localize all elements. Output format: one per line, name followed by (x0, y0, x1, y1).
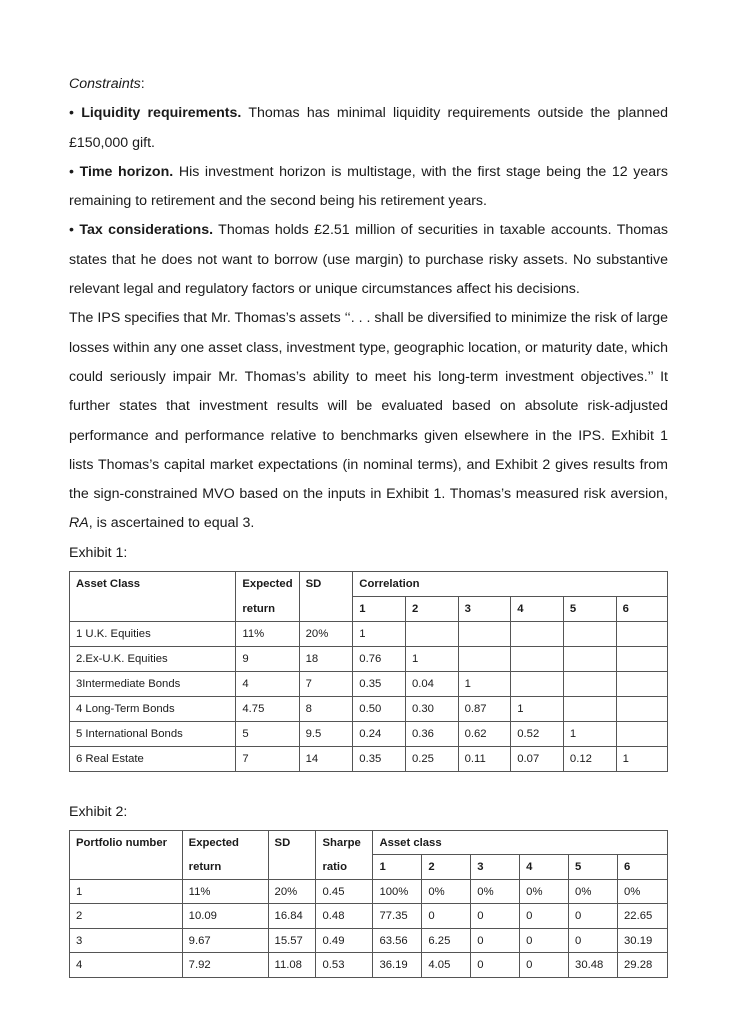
sharpe-ratio: 0.45 (316, 879, 373, 904)
expected-return: 4 (236, 671, 299, 696)
portfolio-number: 3 (70, 928, 183, 953)
exhibit2-header-expected: Expected (182, 830, 268, 855)
weight-cell: 0 (520, 953, 569, 978)
table-row (70, 879, 668, 904)
time-horizon-bullet: • Time horizon. His investment horizon is multistage, with the first stage being the 12 years remaining to retirement and the second being his retirement years. (69, 163, 668, 210)
table-row (70, 671, 668, 696)
exhibit2-header-ratio: ratio (316, 855, 373, 880)
exhibit1-header-blank (299, 596, 353, 621)
weight-cell: 0 (471, 953, 520, 978)
exhibit1-header-expected: Expected (236, 571, 299, 596)
correlation-cell: 0.11 (458, 746, 511, 771)
exhibit1-table (69, 571, 668, 772)
weight-cell: 36.19 (373, 953, 422, 978)
exhibit2-header-num: 6 (618, 855, 668, 880)
exhibit1-header-num: 5 (563, 596, 616, 621)
correlation-cell: 0.25 (405, 746, 458, 771)
time-horizon-title: Time horizon. (79, 163, 174, 180)
correlation-cell: 0.76 (353, 646, 406, 671)
correlation-cell: 1 (353, 621, 406, 646)
exhibit2-label: Exhibit 2: (69, 803, 128, 820)
asset-name: 5 International Bonds (70, 721, 236, 746)
correlation-cell: 0.62 (458, 721, 511, 746)
weight-cell: 0% (471, 879, 520, 904)
table-row (70, 646, 668, 671)
sd-value: 8 (299, 696, 353, 721)
expected-return: 5 (236, 721, 299, 746)
weight-cell: 30.48 (569, 953, 618, 978)
weight-cell: 0 (471, 904, 520, 929)
exhibit2-table (69, 830, 668, 978)
table-row (70, 696, 668, 721)
correlation-cell: 1 (563, 721, 616, 746)
correlation-cell: 0.87 (458, 696, 511, 721)
weight-cell: 0 (422, 904, 471, 929)
weight-cell: 0% (520, 879, 569, 904)
tax-bullet: • Tax considerations. Thomas holds £2.51 million of securities in taxable accounts. Thomas states that he does not want to borrow (use margin) to purchase risky assets. No substantive relevant legal and regulatory factors or unique circumstances affect his decisions. (69, 222, 668, 298)
exhibit1-header-blank (70, 596, 236, 621)
table-row (70, 953, 668, 978)
sd-value: 9.5 (299, 721, 353, 746)
exhibit2-header-sharpe: Sharpe (316, 830, 373, 855)
correlation-cell (511, 671, 564, 696)
sd-value: 7 (299, 671, 353, 696)
weight-cell: 63.56 (373, 928, 422, 953)
asset-name: 4 Long-Term Bonds (70, 696, 236, 721)
exhibit1-header-num: 1 (353, 596, 406, 621)
table-row (70, 928, 668, 953)
exhibit1-header-return: return (236, 596, 299, 621)
liquidity-bullet: • Liquidity requirements. Thomas has minimal liquidity requirements outside the planned £150,000 gift. (69, 105, 669, 151)
ips-paragraph: The IPS specifies that Mr. Thomas’s assets ‘‘. . . shall be diversified to minimize the risk of large losses within any one asset class, investment type, geographic location, or maturity date, which could seriously impair Mr. Thomas’s ability to meet his long-term investment objectives.’’ It further states that investment results will be evaluated based on absolute risk-adjusted performance and performance relative to benchmarks given elsewhere in the IPS. Exhibit 1 lists Thomas’s capital market expectations (in nominal terms), and Exhibit 2 gives results from the sign-constrained MVO based on the inputs in Exhibit 1. Thomas’s measured risk aversion, RA, is ascertained to equal 3. (69, 310, 668, 532)
correlation-cell (616, 646, 667, 671)
table-row (70, 746, 668, 771)
expected-return: 11% (182, 879, 268, 904)
sharpe-ratio: 0.49 (316, 928, 373, 953)
correlation-cell: 0.50 (353, 696, 406, 721)
weight-cell: 100% (373, 879, 422, 904)
sd-value: 16.84 (268, 904, 316, 929)
weight-cell: 0 (520, 928, 569, 953)
correlation-cell (616, 696, 667, 721)
weight-cell: 0 (569, 928, 618, 953)
sharpe-ratio: 0.48 (316, 904, 373, 929)
weight-cell: 0 (520, 904, 569, 929)
portfolio-number: 4 (70, 953, 183, 978)
liquidity-title: Liquidity requirements. (81, 105, 242, 122)
table-row (70, 621, 668, 646)
weight-cell: 6.25 (422, 928, 471, 953)
asset-name: 6 Real Estate (70, 746, 236, 771)
expected-return: 4.75 (236, 696, 299, 721)
weight-cell: 77.35 (373, 904, 422, 929)
sd-value: 14 (299, 746, 353, 771)
correlation-cell: 0.36 (405, 721, 458, 746)
correlation-cell: 0.35 (353, 671, 406, 696)
sharpe-ratio: 0.53 (316, 953, 373, 978)
weight-cell: 0% (618, 879, 668, 904)
sd-value: 20% (299, 621, 353, 646)
weight-cell: 0% (422, 879, 471, 904)
expected-return: 9 (236, 646, 299, 671)
table-row (70, 721, 668, 746)
expected-return: 10.09 (182, 904, 268, 929)
exhibit1-header-sd: SD (299, 571, 353, 596)
tax-text: Thomas holds £2.51 million of securities in taxable accounts. Thomas states that he does not want to borrow (use margin) to purchase risky assets. No substantive relevant legal and regulatory factors or unique circumstances affect his decisions. (69, 222, 668, 298)
correlation-cell (563, 621, 616, 646)
exhibit2-header-num: 5 (569, 855, 618, 880)
correlation-cell (616, 671, 667, 696)
exhibit1-label: Exhibit 1: (69, 544, 128, 561)
sd-value: 11.08 (268, 953, 316, 978)
exhibit2-header-num: 3 (471, 855, 520, 880)
portfolio-number: 1 (70, 879, 183, 904)
sd-value: 18 (299, 646, 353, 671)
weight-cell: 4.05 (422, 953, 471, 978)
expected-return: 7.92 (182, 953, 268, 978)
weight-cell: 30.19 (618, 928, 668, 953)
correlation-cell (563, 646, 616, 671)
correlation-cell: 0.24 (353, 721, 406, 746)
time-horizon-text: His investment horizon is multistage, with the first stage being the 12 years remaining to retirement and the second being his retirement years. (69, 163, 668, 210)
document-page (69, 70, 668, 978)
weight-cell: 0 (569, 904, 618, 929)
asset-name: 2.Ex-U.K. Equities (70, 646, 236, 671)
asset-name: 1 U.K. Equities (70, 621, 236, 646)
sd-value: 15.57 (268, 928, 316, 953)
weight-cell: 0% (569, 879, 618, 904)
correlation-cell: 0.30 (405, 696, 458, 721)
tax-title: Tax considerations. (79, 222, 214, 239)
exhibit2-header-asset-class: Asset class (373, 830, 668, 855)
weight-cell: 29.28 (618, 953, 668, 978)
table-row (70, 904, 668, 929)
exhibit2-header-sd: SD (268, 830, 316, 855)
correlation-cell: 0.12 (563, 746, 616, 771)
weight-cell: 0 (471, 928, 520, 953)
exhibit1-header-asset-class: Asset Class (70, 571, 236, 596)
correlation-cell: 1 (616, 746, 667, 771)
exhibit2-header-portfolio: Portfolio number (70, 830, 183, 855)
correlation-cell: 0.04 (405, 671, 458, 696)
sd-value: 20% (268, 879, 316, 904)
correlation-cell (511, 646, 564, 671)
correlation-cell (405, 621, 458, 646)
correlation-cell (616, 721, 667, 746)
correlation-cell: 1 (511, 696, 564, 721)
correlation-cell: 0.52 (511, 721, 564, 746)
correlation-cell (458, 646, 511, 671)
exhibit2-header-num: 2 (422, 855, 471, 880)
exhibit2-header-num: 4 (520, 855, 569, 880)
exhibit2-header-blank (268, 855, 316, 880)
exhibit1-header-num: 2 (405, 596, 458, 621)
exhibit1-header-num: 6 (616, 596, 667, 621)
exhibit1-header-num: 3 (458, 596, 511, 621)
correlation-cell (563, 671, 616, 696)
expected-return: 9.67 (182, 928, 268, 953)
weight-cell: 22.65 (618, 904, 668, 929)
exhibit1-header-num: 4 (511, 596, 564, 621)
portfolio-number: 2 (70, 904, 183, 929)
exhibit2-header-blank (70, 855, 183, 880)
correlation-cell: 1 (458, 671, 511, 696)
constraints-heading: Constraints: (69, 76, 145, 92)
asset-name: 3Intermediate Bonds (70, 671, 236, 696)
liquidity-text: Thomas has minimal liquidity requirements outside the planned £150,000 gift. (69, 105, 669, 151)
exhibit2-header-num: 1 (373, 855, 422, 880)
exhibit1-header-correlation: Correlation (353, 571, 668, 596)
correlation-cell: 0.07 (511, 746, 564, 771)
ra-term: RA (69, 515, 89, 532)
expected-return: 11% (236, 621, 299, 646)
exhibit2-header-return: return (182, 855, 268, 880)
correlation-cell: 0.35 (353, 746, 406, 771)
correlation-cell (616, 621, 667, 646)
expected-return: 7 (236, 746, 299, 771)
correlation-cell (511, 621, 564, 646)
correlation-cell (563, 696, 616, 721)
correlation-cell: 1 (405, 646, 458, 671)
correlation-cell (458, 621, 511, 646)
